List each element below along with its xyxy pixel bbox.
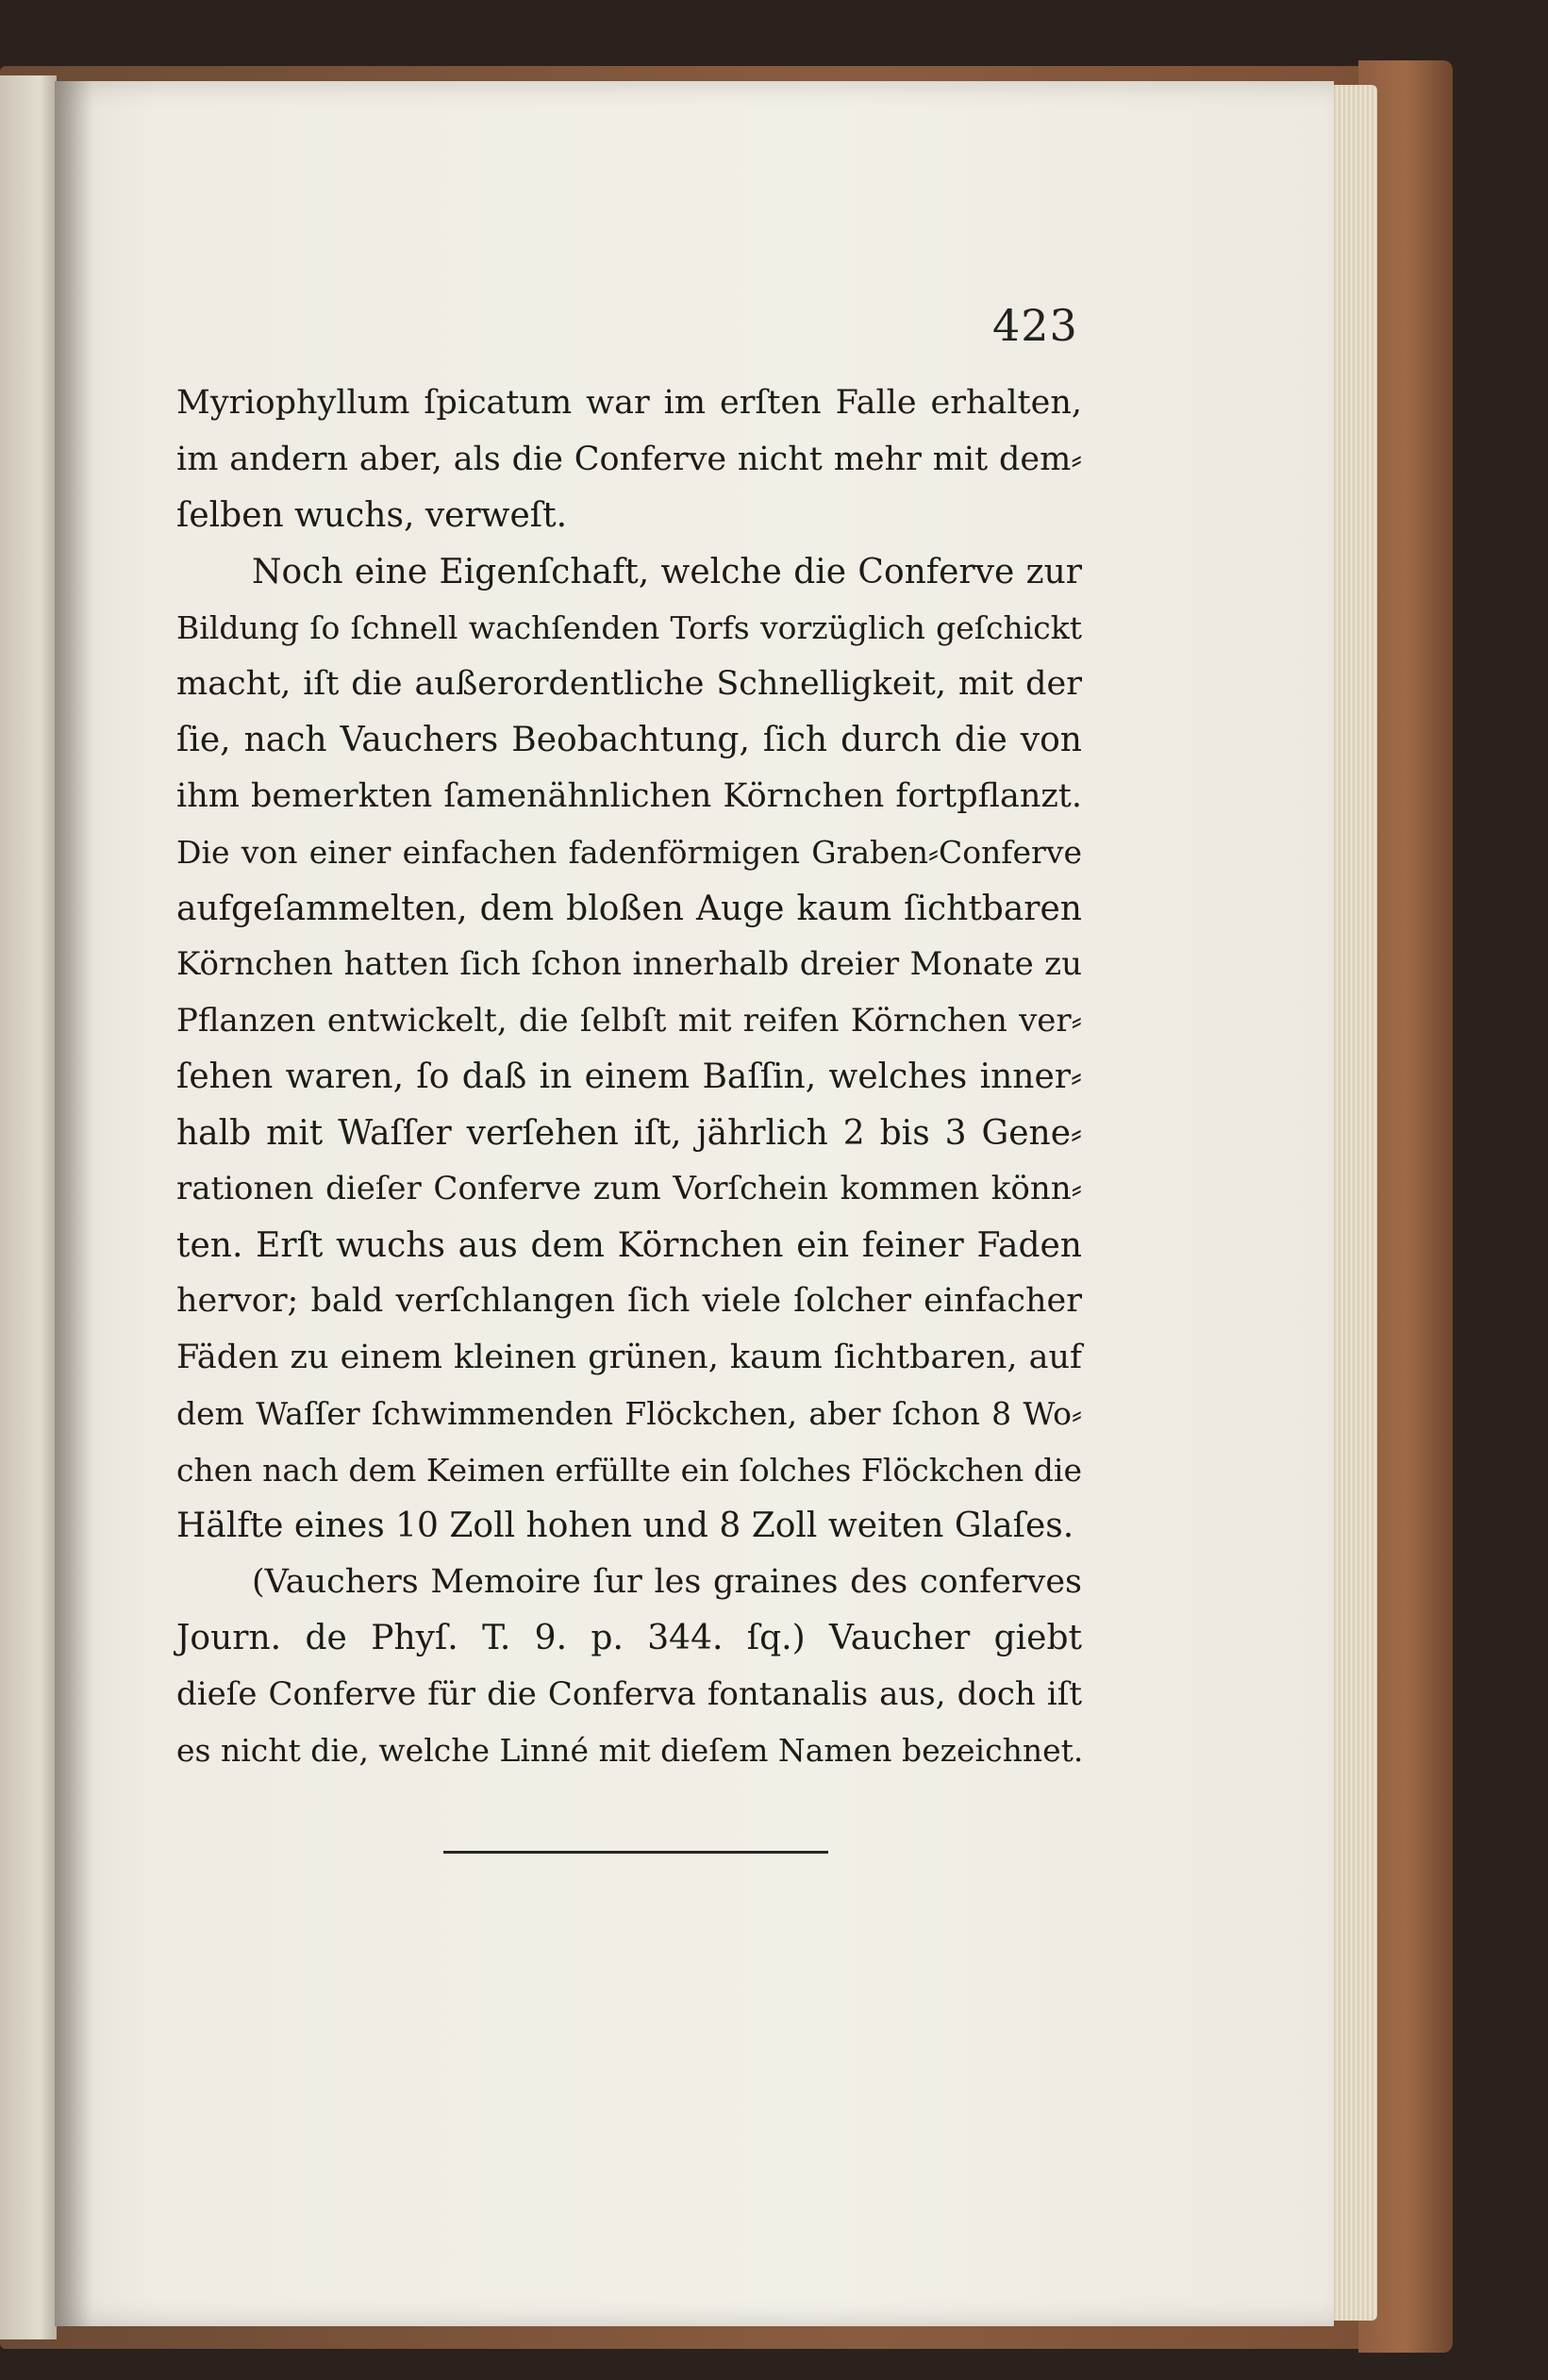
text-line: ten. Erſt wuchs aus dem Körnchen ein feiner Faden (176, 1225, 1082, 1265)
text-line: ſelben wuchs, verweſt. (176, 496, 568, 535)
text-line: hervor; bald verſchlangen ſich viele ſolcher einfacher (176, 1282, 1082, 1320)
text-line: Journ. de Phyſ. T. 9. p. 344. ſq.) Vaucher giebt (176, 1619, 1082, 1657)
text-line: Die von einer einfachen fadenförmigen Graben⸗Conferve (176, 834, 1082, 871)
text-line: dieſe Conferve für die Conferva fontanalis aus, doch iſt (176, 1674, 1082, 1713)
text-line: (Vauchers Memoire ſur les graines des conferves (252, 1562, 1082, 1601)
text-line: Pflanzen entwickelt, die ſelbſt mit reifen Körnchen ver⸗ (176, 1001, 1082, 1040)
text-line: Hälfte eines 10 Zoll hohen und 8 Zoll weiten Glaſes. (176, 1506, 1074, 1545)
text-line: Bildung ſo ſchnell wachſenden Torfs vorzüglich geſchickt (176, 609, 1082, 646)
text-line: macht, iſt die außerordentliche Schnelligkeit, mit der (176, 664, 1082, 703)
text-line: ihm bemerkten ſamenähnlichen Körnchen fortpflanzt. (176, 776, 1082, 815)
text-line: ſie, nach Vauchers Beobachtung, ſich durch die von (176, 721, 1082, 759)
text-line: Myriophyllum ſpicatum war im erſten Falle erhalten, (176, 384, 1082, 422)
body-text (176, 375, 1082, 1779)
page-number: 423 (992, 300, 1078, 351)
previous-page-edge (0, 75, 57, 2339)
text-line: Fäden zu einem kleinen grünen, kaum ſichtbaren, auf (176, 1338, 1082, 1376)
text-line: halb mit Waſſer verſehen iſt, jährlich 2 bis 3 Gene⸗ (176, 1113, 1082, 1153)
text-line: es nicht die, welche Linné mit dieſem Namen bezeichnet. (176, 1732, 1084, 1769)
text-line: aufgeſammelten, dem bloßen Auge kaum ſichtbaren (176, 889, 1082, 928)
text-line: Noch eine Eigenſchaft, welche die Conferve zur (252, 552, 1082, 591)
text-line: ſehen waren, ſo daß in einem Baſſin, welches inner⸗ (176, 1057, 1082, 1096)
text-line: dem Waſſer ſchwimmenden Flöckchen, aber ſchon 8 Wo⸗ (176, 1395, 1082, 1432)
text-line: im andern aber, als die Conferve nicht mehr mit dem⸗ (176, 440, 1082, 478)
text-line: Körnchen hatten ſich ſchon innerhalb dreier Monate zu (176, 945, 1082, 983)
gutter-shadow (55, 81, 92, 2326)
text-line: chen nach dem Keimen erfüllte ein ſolches Flöckchen die (176, 1451, 1082, 1489)
text-line: rationen dieſer Conferve zum Vorſchein kommen könn⸗ (176, 1170, 1082, 1207)
section-divider-rule (443, 1851, 828, 1854)
